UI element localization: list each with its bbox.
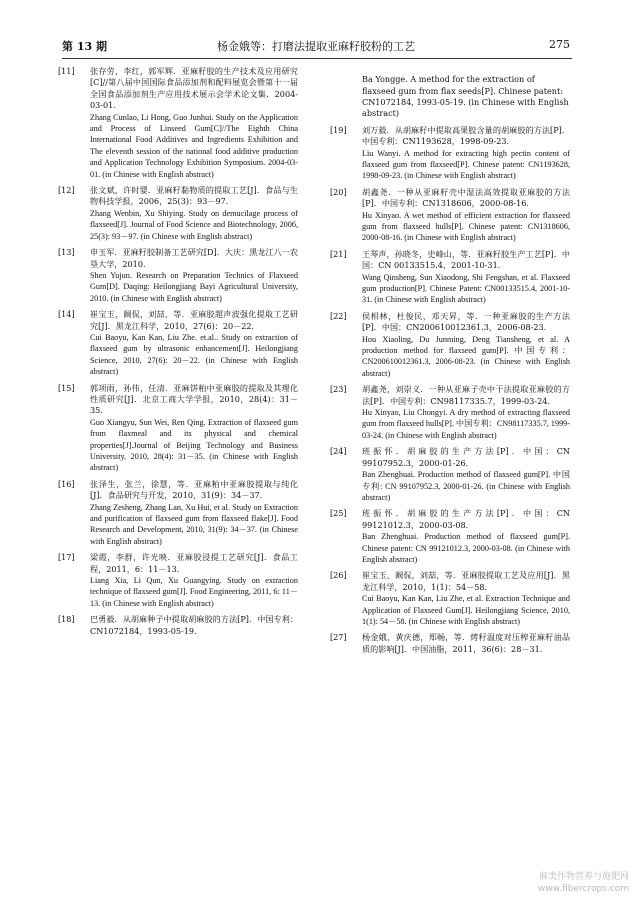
reference-number: [14] (58, 309, 75, 320)
reference-english: Zhang Zesheng, Zhang Lan, Xu Hui, et al. Study on Extraction and purification of flaxseed gum from flaxseed flake[J]. Food Research and Development, 2010, 31(9): 34－37. (in Chinese with English abstract) (90, 502, 298, 546)
reference-number: [25] (330, 508, 347, 519)
reference-number: [26] (330, 570, 347, 581)
reference-number: [21] (330, 248, 347, 259)
issue-number: 第 13 期 (62, 40, 107, 53)
reference-chinese: 郭项雨，孙伟，任清．亚麻饼粕中亚麻胶的提取及其理化性质研究[J]．北京工商大学学报，2010，28(4)：31－35. (90, 382, 298, 416)
reference-item (330, 249, 570, 306)
reference-chinese: 班振怀．胡麻胶的生产方法[P]．中国：CN 99121012.3，2000-03-08. (362, 508, 570, 530)
reference-english: Hu Xinyao. A wet method of efficient extraction for flaxseed gum from flaxseed hulls[P]. Chinese patent: CN1318606, 2000-08-16. (in Chinese with English abstract) (362, 210, 570, 243)
reference-number: [17] (58, 552, 75, 563)
reference-chinese: 梁霞，李群，许光映．亚麻胶浸提工艺研究[J]．食品工程，2011，6：11－13. (90, 552, 298, 574)
reference-item (330, 632, 570, 655)
reference-number: [13] (58, 247, 75, 258)
reference-english: Cui Baoyu, Kan Kan, Liu Zhe. et.al.. Study on extraction of flaxseed gum by ultrasonic enhancement[J]. Heilongjiang Science, 2010, 27(6): 20－22. (in Chinese with English abstract) (90, 332, 298, 377)
reference-english: Shen Yujun. Research on Preparation Technics of Flaxseed Gum[D]. Daqing: Heilongjiang Bayi Agricultural University, 2010. (in Chinese with English abstract) (90, 270, 298, 303)
reference-english: Ban Zhenghuai. Production method of flaxseed gum[P]. 中国专利: CN 99107952.3, 2000-01-26. (in Chinese with English abstract) (362, 470, 570, 502)
reference-number: [19] (330, 124, 347, 135)
reference-number: [16] (58, 478, 75, 489)
reference-english: Wang Qinsheng, Sun Xiaodong, Shi Fengshan, et al. Flaxseed gum production[P]. Chinese Patent: CN00133515.4, 2001-10-31. (in Chinese with English abstract) (362, 272, 570, 305)
reference-item (58, 552, 298, 609)
reference-chinese: 崔宝玉，阚侃，刘喆，等．亚麻胶超声波强化提取工艺研究[J]．黑龙江科学，2010，27(6)：20－22. (90, 309, 298, 331)
reference-item (58, 247, 298, 304)
reference-chinese: 胡鑫尧，刘崇义．一种从亚麻子壳中干法提取亚麻胶的方法[P]．中国专利：CN98117335.7，1999-03-24. (362, 384, 570, 406)
reference-number: [23] (330, 384, 347, 395)
reference-number: [15] (58, 382, 75, 393)
reference-item (58, 479, 298, 547)
reference-item (330, 446, 570, 503)
reference-chinese: 胡鑫尧．一种从亚麻籽壳中湿法高效提取亚麻胶的方法[P]．中国专利：CN1318606，2000-08-16. (362, 186, 570, 209)
running-header (62, 38, 570, 54)
header-rule (62, 58, 572, 59)
reference-english: Cui Baoyu, Kan Kan, Liu Zhe, et al. Extraction Technique and Application of Flaxseed Gum[J]. Heilongjiang Science, 2010, 1(1): 54－58. (in Chinese with English abstract) (362, 594, 570, 626)
left-column (58, 66, 298, 642)
reference-item (58, 185, 298, 242)
reference-number: [12] (58, 185, 75, 196)
reference-english: Liu Wanyi. A method for extracting high pectin content of flaxseed gum from flaxseed[P]. Chinese patent: CN1193628, 1998-09-23. (in Chinese with English abstract) (362, 148, 570, 181)
reference-chinese: 张文斌，许时婴．亚麻籽黏物质的提取工艺[J]．食品与生物科技学报，2006，25(3)：93－97. (90, 185, 298, 207)
reference-chinese: 张存劳，李红，郭军辉．亚麻籽胶的生产技术及应用研究[C]//第八届中国国际食品添加剂和配料展览会暨第十一届全国食品添加剂生产应用技术展示会学术论文集．2004-03-01. (90, 66, 298, 111)
watermark: 麻类作物营养与施肥网 www.fibercrops.com (538, 872, 629, 894)
reference-chinese: 巴勇毅．从胡麻种子中提取胡麻胶的方法[P]．中国专利：CN1072184，1993-05-19. (90, 614, 298, 636)
reference-item (330, 570, 570, 627)
reference-number: [24] (330, 446, 347, 457)
reference-item (58, 309, 298, 377)
reference-item (330, 508, 570, 565)
reference-item (330, 125, 570, 182)
reference-item (58, 66, 298, 180)
reference-number: [22] (330, 310, 347, 321)
reference-english: Guo Xiangyu, Sun Wei, Ren Qing. Extraction of flaxseed gum from flaxmeal and its physical and chemical properties[J].Journal of Beijing Technology and Business University, 2010, 28(4): 31－35. (in Chinese with English abstract) (90, 417, 298, 473)
reference-number: [27] (330, 632, 347, 643)
reference-english: Zhang Cunlao, Li Hong, Guo Junhui. Study on the Application and Process of Linseed Gum[C]//The Eighth China International Food Additives and Ingredients Exhibition and The eleventh session of the national food additive production and Application Technology Exhibition Symposium. 2004-03-01. (in Chinese with English abstract) (90, 112, 298, 179)
reference-chinese: 侯相林，杜俊民，邓天昇，等．一种亚麻胶的生产方法[P]．中国：CN200610012361.3，2006-08-23. (362, 310, 570, 333)
reference-english: Zhang Wenbin, Xu Shiying. Study on demucilage process of flaxseed[J]. Journal of Food Science and Biotechnology, 2006, 25(3): 93－97. (in Chinese with English abstract) (90, 208, 298, 241)
right-column (330, 66, 570, 660)
reference-item (58, 383, 298, 474)
reference-english: Ban Zhenghuai. Production method of flaxseed gum[P]. Chinese patent: CN 99121012.3, 2000-03-08. (in Chinese with English abstract) (362, 532, 570, 564)
reference-chinese: 杨金娥，黄庆德，郑畅，等．烤籽温度对压榨亚麻籽油品质的影响[J]．中国油脂，2011，36(6)：28－31. (362, 632, 570, 654)
reference-chinese: 崔宝玉，阚侃，刘喆，等．亚麻胶提取工艺及应用[J]．黑龙江科学，2010，1(1)：54－58. (362, 570, 570, 592)
reference-number: [20] (330, 186, 347, 197)
reference-chinese: 王琴声，孙晓冬，史峰山，等．亚麻籽胶生产工艺[P]．中国：CN 00133515.4，2001-10-31. (362, 248, 570, 271)
reference-item (58, 614, 298, 637)
reference-english: Liang Xia, Li Qun, Xu Guangying. Study on extraction technique of flaxseed gum[J]. Food Engineering, 2011, 6: 11－13. (in Chinese with English abstract) (90, 576, 298, 608)
reference-english: Hu Xinyao, Liu Chongyi. A dry method of extracting flaxseed gum from flaxseed hulls[P]. 中国专利：CN98117335.7, 1999-03-24. (in Chinese with English abstract) (362, 408, 571, 440)
reference-chinese: 申玉军．亚麻籽胶制备工艺研究[D]．大庆：黑龙江八一农垦大学，2010. (90, 247, 298, 269)
running-title: 杨金娥等：打磨法提取亚麻籽胶粉的工艺 (217, 40, 415, 53)
reference-item (330, 311, 570, 379)
reference-number: [11] (58, 66, 75, 76)
page-number: 275 (549, 38, 570, 51)
reference-english: Hou Xiaoling, Du Junming, Deng Tiansheng, et al. A production method for flaxseed gum[P]. 中国专利：CN200610012361.3, 2006-08-23. (in Chinese with English abstract) (362, 334, 570, 378)
reference-chinese: 班振怀．胡麻胶的生产方法[P]．中国：CN 99107952.3，2000-01-26. (362, 446, 570, 468)
reference-item (330, 187, 570, 244)
reference-chinese: 刘万毅．从胡麻籽中提取高果胶含量的胡麻胶的方法[P]．中国专利：CN1193628，1998-09-23. (362, 124, 570, 147)
reference-chinese: 张泽生，张兰，徐慧，等．亚麻粕中亚麻胶提取与纯化[J]．食品研究与开发，2010，31(9)：34－37. (90, 478, 298, 501)
reference-item (330, 384, 570, 441)
reference-number: [18] (58, 614, 75, 625)
reference-continuation: Ba Yongge. A method for the extraction of flaxseed gum from flax seeds[P]. Chinese patent: CN1072184, 1993-05-19. (in Chinese with English abstract) (362, 74, 569, 119)
